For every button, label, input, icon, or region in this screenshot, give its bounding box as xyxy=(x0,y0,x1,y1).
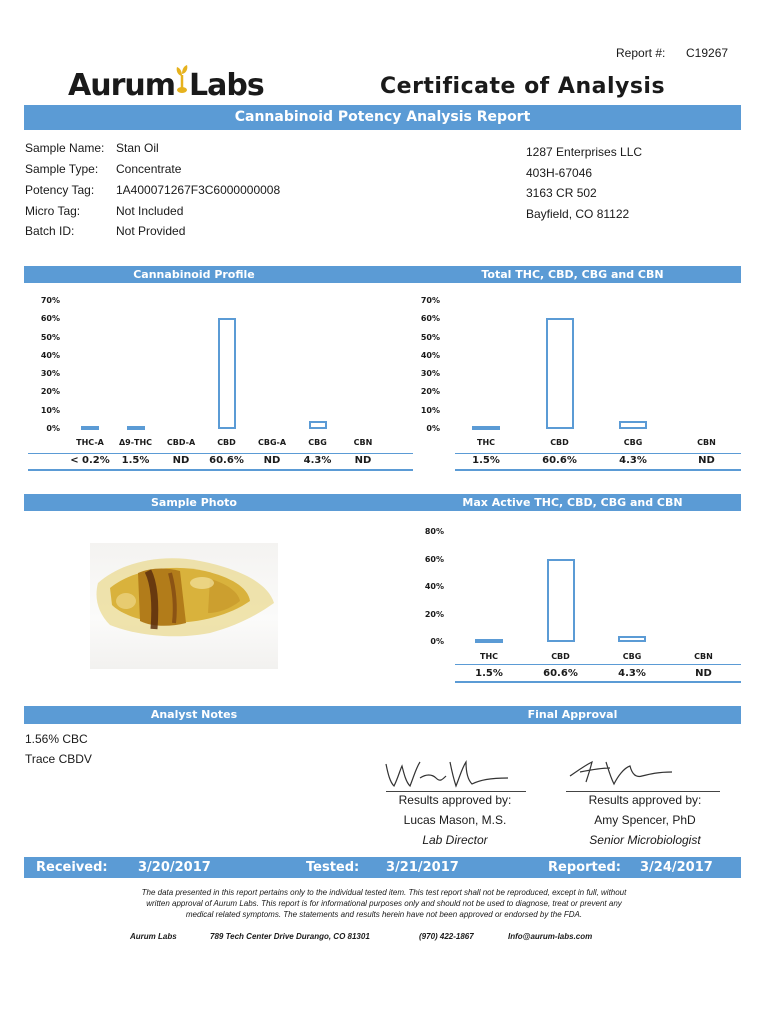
category-label: THC-A xyxy=(76,438,104,447)
client-name: 1287 Enterprises LLC xyxy=(526,145,643,159)
report-number: C19267 xyxy=(686,46,729,60)
category-label: CBN xyxy=(694,652,713,661)
approver-name-1: Lucas Mason, M.S. xyxy=(403,813,507,827)
approver-title-1: Lab Director xyxy=(422,833,488,847)
ytick-label: 50% xyxy=(420,332,440,342)
bar-cbd xyxy=(218,318,236,429)
logo-sprout-icon xyxy=(175,73,189,97)
footer-company: Aurum Labs xyxy=(130,932,177,941)
signature-mason xyxy=(380,756,510,795)
bar-thca xyxy=(81,426,99,430)
sample-name-value: Stan Oil xyxy=(116,141,159,155)
profile-rule-bottom xyxy=(28,469,413,471)
category-label: CBG xyxy=(622,652,642,661)
disclaimer-line-1: The data presented in this report pertains only to the individual tested item. This test report shall not be reproduced, except in full, without xyxy=(141,888,627,897)
ytick-label: 40% xyxy=(424,582,444,591)
micro-tag-value: Not Included xyxy=(116,204,184,218)
category-label: THC xyxy=(479,652,499,661)
disclaimer-line-3: medical related symptoms. The statements and results herein have not been approved or endorsed by the FDA. xyxy=(185,910,583,919)
value-label: ND xyxy=(354,455,372,466)
ytick-label: 40% xyxy=(40,350,60,360)
sample-type-value: Concentrate xyxy=(116,162,182,176)
max-rule-bottom xyxy=(455,681,741,683)
value-label: < 0.2% xyxy=(70,455,110,466)
category-label: CBD-A xyxy=(166,438,196,447)
ytick-label: 70% xyxy=(420,296,440,305)
ytick-label: 0% xyxy=(426,424,440,433)
value-label: 4.3% xyxy=(618,668,646,679)
footer-address: 789 Tech Center Drive Durango, CO 81301 xyxy=(210,932,370,941)
ytick-label: 20% xyxy=(424,609,444,619)
value-label: 1.5% xyxy=(121,455,150,466)
ytick-label: 60% xyxy=(424,554,444,564)
disclaimer-line-2: written approval of Aurum Labs. This report is for informational purposes only and should not be used to diagnose, treat or prevent any xyxy=(146,899,622,908)
ytick-label: 10% xyxy=(40,405,60,415)
logo-left: Aurum xyxy=(68,68,175,103)
profile-section-bar xyxy=(24,266,741,283)
max-rule-top xyxy=(455,664,741,665)
dates-bar xyxy=(24,857,741,878)
ytick-label: 10% xyxy=(420,405,440,415)
signature-spencer xyxy=(566,756,676,791)
category-label: CBN xyxy=(353,438,373,447)
bar-cbg xyxy=(309,421,327,429)
category-label: Δ9-THC xyxy=(118,438,153,447)
notes-title: Analyst Notes xyxy=(150,708,238,721)
ytick-label: 60% xyxy=(40,314,60,324)
doc-title: Certificate of Analysis xyxy=(380,74,666,99)
sample-name-label: Sample Name: xyxy=(25,141,105,155)
category-label: THC xyxy=(476,438,496,447)
received-label: Received: xyxy=(36,860,108,875)
bar-cbd xyxy=(547,559,575,642)
total-title: Total THC, CBD, CBG and CBN xyxy=(481,268,664,281)
note-2: Trace CBDV xyxy=(25,752,92,766)
tested-date: 3/21/2017 xyxy=(386,860,459,875)
ytick-label: 50% xyxy=(40,332,60,342)
bar-9thc xyxy=(127,426,145,430)
signature-line-1 xyxy=(386,791,526,792)
ytick-label: 30% xyxy=(420,369,440,379)
bar-cbg xyxy=(618,636,646,642)
ytick-label: 80% xyxy=(424,527,444,536)
bar-thc xyxy=(472,426,500,430)
value-label: ND xyxy=(695,668,712,679)
banner-text: Cannabinoid Potency Analysis Report xyxy=(234,109,531,125)
potency-tag-label: Potency Tag: xyxy=(25,183,95,197)
profile-title: Cannabinoid Profile xyxy=(133,268,255,281)
category-label: CBD xyxy=(550,438,569,447)
value-label: ND xyxy=(698,455,715,466)
category-label: CBG xyxy=(623,438,643,447)
ytick-label: 60% xyxy=(420,314,440,324)
reported-label: Reported: xyxy=(548,860,622,875)
value-label: 60.6% xyxy=(542,455,577,466)
title-banner xyxy=(24,105,741,130)
photo-section-bar xyxy=(24,494,741,511)
max-title: Max Active THC, CBD, CBG and CBN xyxy=(462,496,683,509)
approved-by-2: Results approved by: xyxy=(588,793,702,807)
signature-line-2 xyxy=(566,791,720,792)
tested-label: Tested: xyxy=(306,860,360,875)
ytick-label: 70% xyxy=(40,296,60,305)
total-rule-top xyxy=(455,453,741,454)
bar-cbd xyxy=(546,318,574,429)
value-label: ND xyxy=(263,455,281,466)
received-date: 3/20/2017 xyxy=(138,860,211,875)
bar-cbg xyxy=(619,421,647,429)
category-label: CBD xyxy=(551,652,570,661)
approved-by-1: Results approved by: xyxy=(398,793,512,807)
bar-thc xyxy=(475,639,503,643)
report-label: Report #: xyxy=(616,46,666,60)
potency-tag-value: 1A400071267F3C6000000008 xyxy=(116,183,281,197)
value-label: ND xyxy=(172,455,190,466)
sample-type-label: Sample Type: xyxy=(25,162,99,176)
client-city: Bayfield, CO 81122 xyxy=(526,207,630,221)
value-label: 1.5% xyxy=(472,455,500,466)
photo-title: Sample Photo xyxy=(150,496,237,509)
batch-id-value: Not Provided xyxy=(116,224,186,238)
profile-rule-top xyxy=(28,453,413,454)
reported-date: 3/24/2017 xyxy=(640,860,713,875)
value-label: 4.3% xyxy=(303,455,332,466)
footer-phone: (970) 422-1867 xyxy=(419,932,474,941)
ytick-label: 0% xyxy=(46,424,60,433)
ytick-label: 0% xyxy=(430,637,444,646)
ytick-label: 20% xyxy=(40,387,60,397)
logo-right: Labs xyxy=(189,68,264,103)
total-rule-bottom xyxy=(455,469,741,471)
ytick-label: 30% xyxy=(40,369,60,379)
micro-tag-label: Micro Tag: xyxy=(25,204,81,218)
value-label: 60.6% xyxy=(543,668,578,679)
approval-title: Final Approval xyxy=(527,708,618,721)
client-license: 403H-67046 xyxy=(526,166,593,180)
batch-id-label: Batch ID: xyxy=(25,224,75,238)
value-label: 60.6% xyxy=(209,455,244,466)
ytick-label: 40% xyxy=(420,350,440,360)
value-label: 1.5% xyxy=(475,668,503,679)
approver-title-2: Senior Microbiologist xyxy=(589,833,701,847)
approver-name-2: Amy Spencer, PhD xyxy=(594,813,696,827)
logo xyxy=(68,68,264,103)
note-1: 1.56% CBC xyxy=(25,732,88,746)
client-street: 3163 CR 502 xyxy=(526,186,597,200)
notes-section-bar xyxy=(24,706,741,724)
category-label: CBD xyxy=(217,438,236,447)
category-label: CBN xyxy=(697,438,716,447)
value-label: 4.3% xyxy=(619,455,647,466)
ytick-label: 20% xyxy=(420,387,440,397)
category-label: CBG-A xyxy=(257,438,287,447)
sample-photo xyxy=(90,543,278,669)
footer-email[interactable]: Info@aurum-labs.com xyxy=(508,932,593,941)
category-label: CBG xyxy=(308,438,327,447)
